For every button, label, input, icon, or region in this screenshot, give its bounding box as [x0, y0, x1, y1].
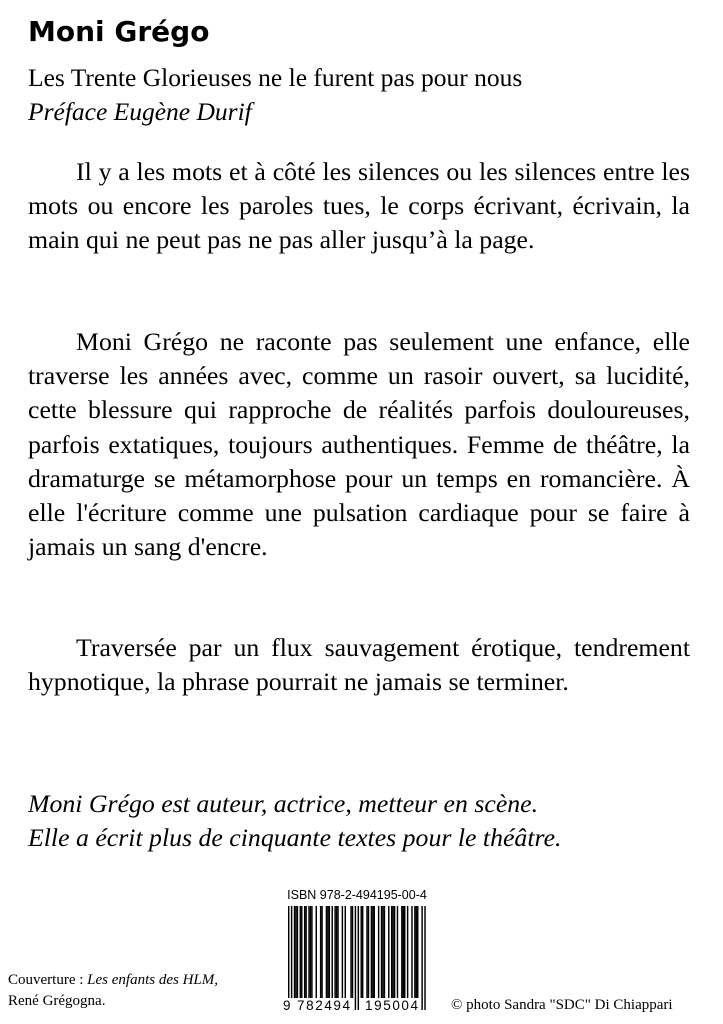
barcode-bar — [374, 906, 375, 998]
barcode-bar — [372, 906, 373, 998]
barcode-bar — [305, 906, 306, 998]
barcode-bar — [421, 906, 422, 1010]
barcode-bar — [404, 906, 405, 998]
book-title: Les Trente Glorieuses ne le furent pas pour nous — [28, 63, 523, 92]
barcode-bar — [388, 906, 389, 998]
barcode-bar — [384, 906, 385, 998]
barcode-bar — [332, 906, 333, 998]
barcode-bar — [345, 906, 346, 998]
barcode-digits-right: 195004 — [365, 998, 420, 1013]
barcode-bar — [416, 906, 417, 998]
barcode-bar — [334, 906, 335, 998]
barcode-bar — [391, 906, 392, 998]
barcode-bar — [327, 906, 328, 998]
barcode-bar — [358, 906, 359, 1010]
barcode-bar — [368, 906, 369, 998]
blurb-paragraph-3: Traversée par un flux sauvagement érotique, tendrement hypnotique, la phrase pourrait ne jamais se terminer. — [28, 633, 690, 697]
barcode-bar — [394, 906, 395, 998]
cover-artwork-title: Les enfants des HLM, — [87, 972, 218, 988]
barcode-bar — [407, 906, 408, 998]
barcode-bar — [366, 906, 367, 998]
barcode-bar — [371, 906, 372, 998]
photo-credit: © photo Sandra "SDC" Di Chiappari — [451, 997, 673, 1013]
barcode-bar — [362, 906, 363, 998]
barcode-bar — [337, 906, 338, 998]
author-bio-line-2: Elle a écrit plus de cinquante textes pour le théâtre. — [28, 823, 562, 852]
barcode-bar — [411, 906, 412, 998]
barcode-bar — [304, 906, 305, 998]
barcode-bar — [342, 906, 343, 998]
barcode-bar — [381, 906, 382, 998]
preface-credit: Préface Eugène Durif — [28, 97, 252, 126]
isbn-barcode — [282, 888, 432, 1018]
barcode-bar — [311, 906, 312, 998]
barcode-bar — [320, 906, 321, 998]
barcode-bar — [321, 906, 322, 998]
barcode-bar — [361, 906, 362, 998]
barcode-bar — [326, 906, 327, 998]
barcode-bar — [350, 906, 351, 998]
barcode-bar — [329, 906, 330, 998]
barcode-bar — [414, 906, 415, 998]
barcode-bar — [403, 906, 404, 998]
barcode-bar — [295, 906, 296, 998]
isbn-label: ISBN 978-2-494195-00-4 — [287, 888, 427, 902]
barcode-bar — [308, 906, 309, 998]
barcode-bar — [352, 906, 353, 998]
barcode-bar — [291, 906, 292, 1010]
barcode-bar — [310, 906, 311, 998]
author-bio-line-1: Moni Grégo est auteur, actrice, metteur en scène. — [28, 789, 539, 818]
barcode-bar — [417, 906, 418, 998]
barcode-bar — [297, 906, 298, 998]
barcode-bar — [397, 906, 398, 998]
barcode-bar — [355, 906, 356, 1010]
barcode-bar — [301, 906, 302, 998]
blurb-paragraph-1: Il y a les mots et à côté les silences ou les silences entre les mots ou encore les paroles tues, le corps écrivant, écrivain, la main qui ne peut pas ne pas aller jusqu’à la page. — [28, 157, 690, 255]
barcode-digit-first: 9 — [283, 998, 293, 1013]
barcode-bar — [392, 906, 393, 998]
cover-credit-prefix: Couverture : — [8, 972, 88, 988]
barcode-bar — [316, 906, 317, 998]
cover-artist: René Grégogna. — [8, 993, 106, 1009]
cover-credit — [8, 970, 218, 991]
barcode-bar — [336, 906, 337, 998]
blurb-paragraph-2: Moni Grégo ne raconte pas seulement une enfance, elle traverse les années avec, comme un rasoir ouvert, sa lucidité, cette blessure qui rapproche de réalités parfois douloureuses, parfois extatiques, toujours authentiques. Femme de théâtre, la dramaturge se métamorphose pour un temps en romancière. À elle l'écriture comme une pulsation cardiaque pour se faire à jamais un sang d'encre. — [28, 327, 690, 562]
author-name: Moni Grégo — [28, 15, 210, 48]
barcode-bar — [382, 906, 383, 998]
barcode-digits-left: 782494 — [297, 998, 352, 1013]
barcode-bar — [424, 906, 425, 1010]
barcode-bar — [288, 906, 289, 1010]
barcode-bar — [401, 906, 402, 998]
barcode-bar — [294, 906, 295, 998]
barcode-bar — [300, 906, 301, 998]
barcode-bar — [378, 906, 379, 998]
